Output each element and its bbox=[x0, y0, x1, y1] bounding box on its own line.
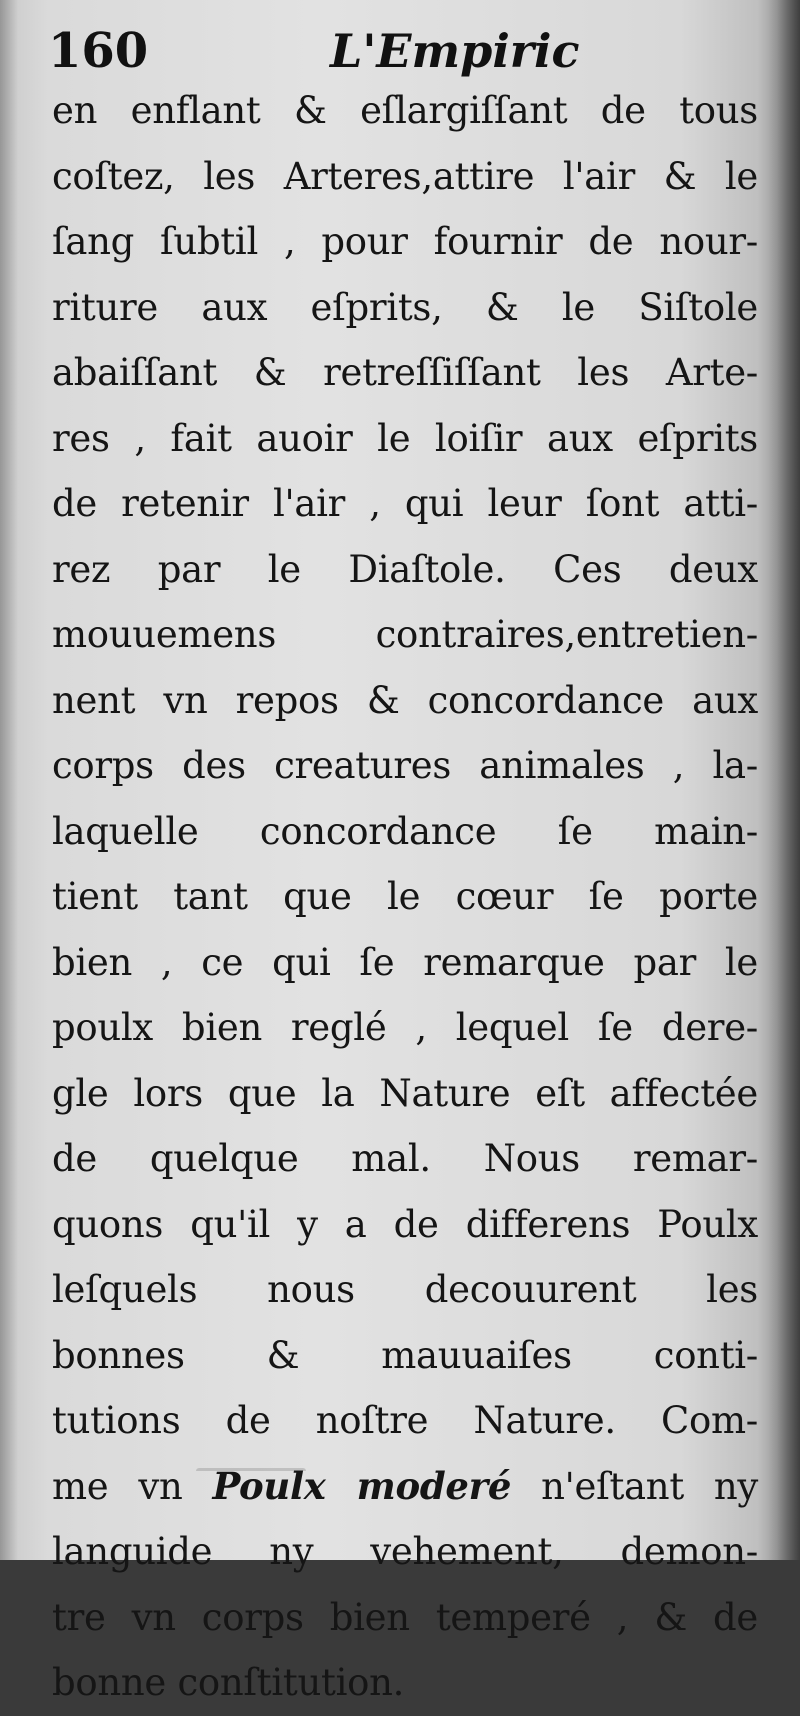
text-line: rez par le Diaſtole. Ces deux bbox=[52, 547, 758, 591]
ink-smudge bbox=[196, 1468, 306, 1515]
text-line: res , fait auoir le loiſir aux eſprits bbox=[52, 416, 758, 460]
text-line: bonnes & mauuaiſes conti- bbox=[52, 1333, 758, 1377]
page-edge-shadow bbox=[758, 0, 800, 1560]
text-line: tre vn corps bien temperé , & de bbox=[52, 1595, 758, 1639]
text-line: de quelque mal. Nous remar- bbox=[52, 1137, 758, 1180]
text-line-with-italic bbox=[52, 1454, 758, 1520]
text-line: corps des creatures animales , la- bbox=[52, 744, 758, 787]
text-line: nent vn repos & concordance aux bbox=[52, 678, 758, 722]
text-line: laquelle concordance ſe main- bbox=[52, 809, 758, 853]
running-head: L'Empiric bbox=[330, 24, 580, 78]
text-line: bonne conſtitution. bbox=[52, 1661, 405, 1704]
text-line: ſang ſubtil , pour fournir de nour- bbox=[52, 220, 758, 263]
text-line: tient tant que le cœur ſe porte bbox=[52, 875, 758, 918]
page-number: 160 bbox=[48, 23, 149, 79]
page-header bbox=[48, 16, 768, 86]
body-text bbox=[52, 78, 758, 1716]
text-line: de retenir l'air , qui leur ſont atti- bbox=[52, 482, 758, 525]
text-line: mouuemens contraires,entretien- bbox=[52, 613, 758, 656]
text-line: quons qu'il y a de differens Poulx bbox=[52, 1202, 758, 1246]
text-line: poulx bien reglé , lequel ſe dere- bbox=[52, 1006, 758, 1049]
text-line: gle lors que la Nature eſt affectée bbox=[52, 1071, 758, 1115]
page-gutter-shadow bbox=[0, 0, 18, 1560]
text-line: languide ny vehement, demon- bbox=[52, 1530, 758, 1573]
text-line: leſquels nous decouurent les bbox=[52, 1268, 758, 1311]
text-line: tutions de noſtre Nature. Com- bbox=[52, 1399, 758, 1442]
text-line: en enflant & eſlargiſſant de tous bbox=[52, 89, 758, 132]
text-line: riture aux eſprits, & le Siſtole bbox=[52, 285, 758, 329]
text-segment: n'eſtant ny bbox=[511, 1464, 759, 1508]
italic-phrase: Poulx moderé bbox=[212, 1463, 512, 1508]
text-line: abaiſſant & retreſſiſſant les Arte- bbox=[52, 351, 758, 394]
text-line: bien , ce qui ſe remarque par le bbox=[52, 940, 758, 984]
text-segment: me vn bbox=[52, 1464, 213, 1508]
text-line: coſtez, les Arteres,attire l'air & le bbox=[52, 154, 758, 198]
